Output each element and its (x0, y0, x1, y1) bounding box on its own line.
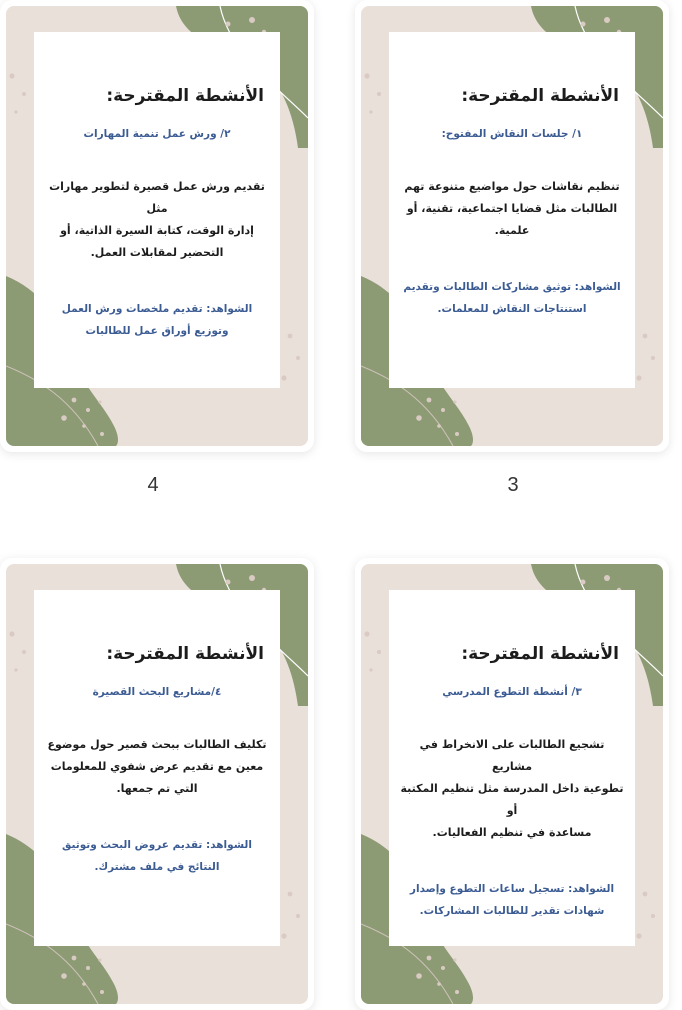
activity-subtitle: ٣/ أنشطة التطوع المدرسي (442, 686, 582, 698)
activity-subtitle: ٢/ ورش عمل تنمية المهارات (83, 128, 231, 140)
description-line: التحضير لمقابلات العمل. (90, 246, 224, 259)
activity-card-4[interactable] (0, 558, 314, 1010)
card-title: الأنشطة المقترحة: (461, 644, 619, 664)
content-sheet (389, 32, 635, 388)
activity-card-3[interactable] (355, 558, 669, 1010)
activity-subtitle: ١/ جلسات النقاش المفتوح: (441, 128, 583, 140)
evidence-line: النتائج في ملف مشترك. (94, 861, 220, 873)
description-line: الطالبات مثل قضايا اجتماعية، تقنية، أو (406, 202, 618, 215)
page-number-left: 4 (147, 474, 159, 496)
evidence-line: الشواهد: تقديم ملخصات ورش العمل (61, 303, 253, 315)
description-line: معين مع تقديم عرض شفوي للمعلومات (50, 760, 264, 773)
card-title: الأنشطة المقترحة: (106, 644, 264, 664)
description-line: تطوعية داخل المدرسة مثل تنظيم المكتبة أو (400, 782, 624, 817)
activity-description (399, 734, 625, 844)
description-line: مساعدة في تنظيم الفعاليات. (432, 826, 592, 839)
card-page (361, 6, 663, 446)
description-line: تشجيع الطالبات على الانخراط في مشاريع (419, 738, 605, 773)
description-line: تكليف الطالبات ببحث قصير حول موضوع (47, 738, 267, 751)
activity-card-2[interactable] (0, 0, 314, 452)
description-line: إدارة الوقت، كتابة السيرة الذاتية، أو (60, 224, 254, 237)
evidence-line: وتوزيع أوراق عمل للطالبات (85, 325, 229, 337)
activity-subtitle: ٤/مشاريع البحث القصيرة (92, 686, 222, 698)
description-line: تقديم ورش عمل قصيرة لتطوير مهارات مثل (49, 180, 265, 215)
evidence-text (44, 834, 270, 878)
card-page (361, 564, 663, 1004)
content-sheet (389, 590, 635, 946)
activity-card-1[interactable] (355, 0, 669, 452)
description-line: علمية. (494, 224, 530, 237)
card-title: الأنشطة المقترحة: (461, 86, 619, 106)
evidence-text (399, 276, 625, 320)
evidence-line: استنتاجات النقاش للمعلمات. (437, 303, 587, 315)
content-sheet (34, 32, 280, 388)
activity-description (399, 176, 625, 242)
evidence-line: الشواهد: تسجيل ساعات التطوع وإصدار (409, 883, 615, 895)
card-page (6, 6, 308, 446)
activity-description (44, 176, 270, 264)
description-line: التي تم جمعها. (116, 782, 198, 795)
page-number-right: 3 (507, 474, 519, 496)
evidence-line: الشواهد: توثيق مشاركات الطالبات وتقديم (403, 281, 621, 293)
activity-description (44, 734, 270, 800)
content-sheet (34, 590, 280, 946)
evidence-line: شهادات تقدير للطالبات المشاركات. (419, 905, 605, 917)
card-title: الأنشطة المقترحة: (106, 86, 264, 106)
card-page (6, 564, 308, 1004)
evidence-text (44, 298, 270, 342)
description-line: تنظيم نقاشات حول مواضيع متنوعة تهم (404, 180, 620, 193)
evidence-line: الشواهد: تقديم عروض البحث وتوثيق (62, 839, 252, 851)
evidence-text (399, 878, 625, 922)
